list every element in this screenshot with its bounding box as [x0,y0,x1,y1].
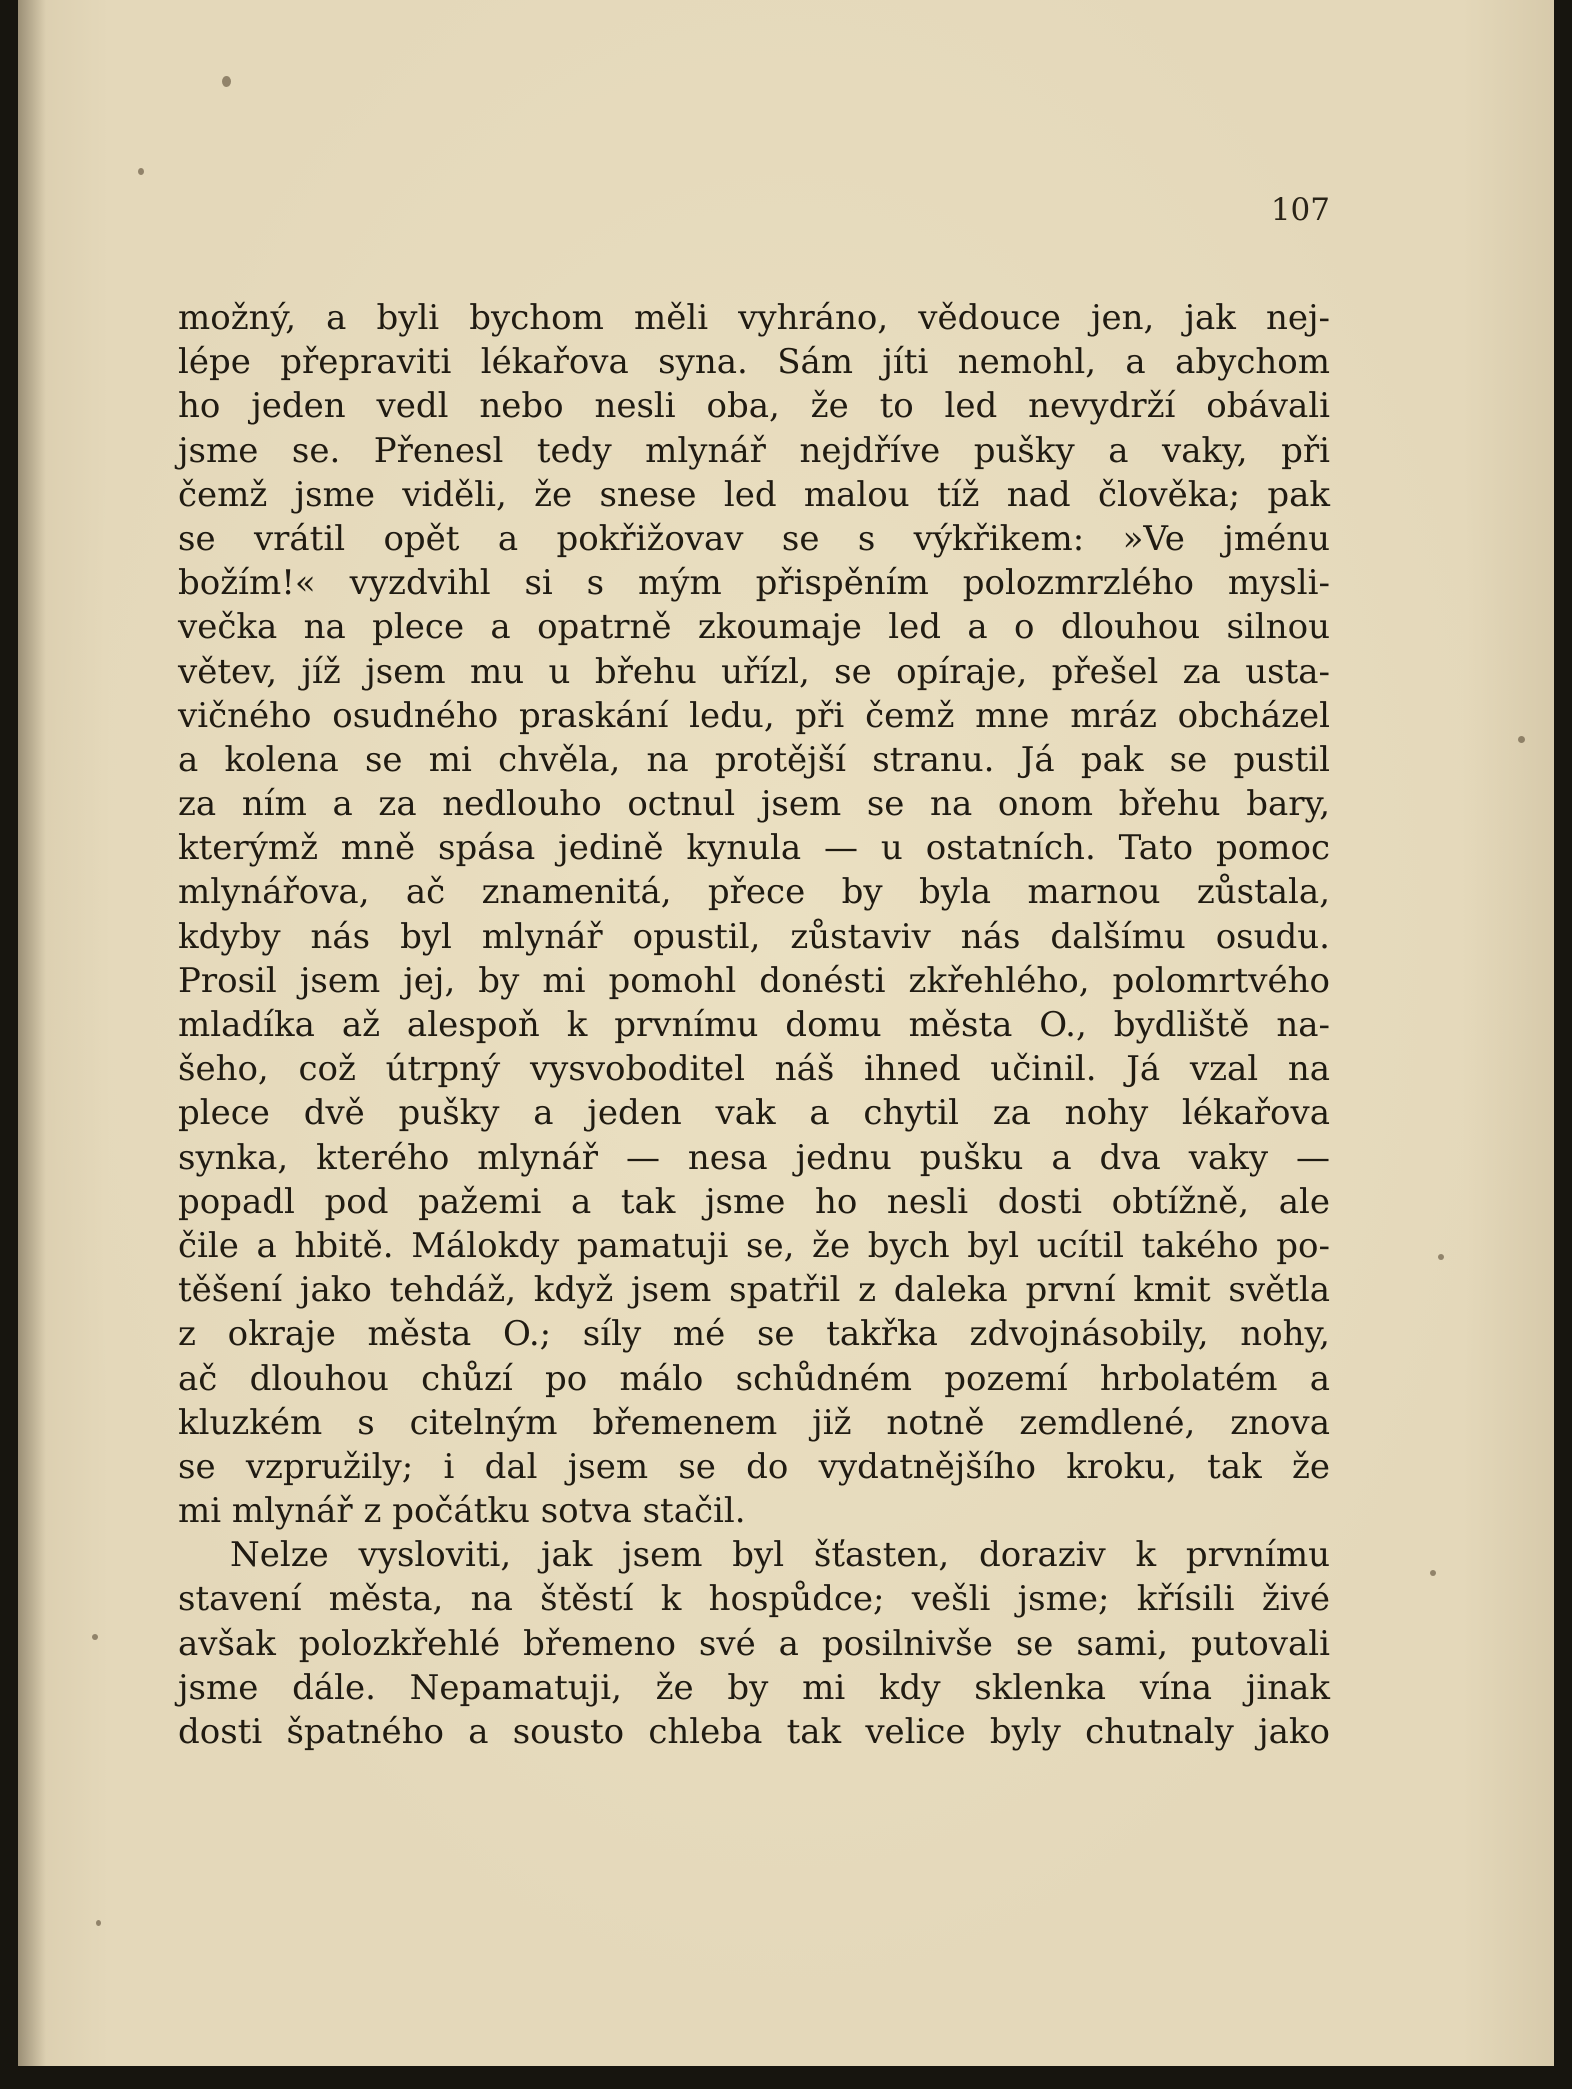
paper-speck [92,1634,98,1640]
paper-speck [1430,1570,1436,1576]
text-line: za ním a za nedlouho octnul jsem se na onom břehu bary, [178,784,1330,825]
page-number: 107 [1270,192,1330,228]
text-line: synka, kterého mlynář — nesa jednu pušku a dva vaky — [178,1137,1330,1178]
text-line: stavení města, na štěstí k hospůdce; vešli jsme; křísili živé [178,1579,1330,1620]
paper-speck [96,1920,101,1926]
spine-shadow [18,0,46,2066]
body-text [178,296,1330,1754]
text-line: ač dlouhou chůzí po málo schůdném pozemí hrbolatém a [178,1358,1330,1399]
text-line: a kolena se mi chvěla, na protější stranu. Já pak se pustil [178,739,1330,780]
text-line: se vzpružily; i dal jsem se do vydatnějšího kroku, tak že [178,1446,1330,1487]
text-line: avšak polozkřehlé břemeno své a posilnivše se sami, putovali [178,1623,1330,1664]
paper-speck [1438,1254,1444,1260]
text-line: mlynářova, ač znamenitá, přece by byla marnou zůstala, [178,872,1330,913]
text-line: mladíka až alespoň k prvnímu domu města O., bydliště na- [178,1005,1330,1045]
paper-speck [1518,736,1525,743]
text-line: popadl pod pažemi a tak jsme ho nesli dosti obtížně, ale [178,1181,1330,1222]
text-line: možný, a byli bychom měli vyhráno, vědouce jen, jak nej- [178,298,1330,338]
text-line: kluzkém s citelným břemenem již notně zemdlené, znova [178,1402,1330,1443]
text-line: těšení jako tehdáž, když jsem spatřil z daleka první kmit světla [178,1270,1330,1311]
text-line: čile a hbitě. Málokdy pamatuji se, že bych byl ucítil takého po- [178,1225,1330,1266]
text-line: Nelze vysloviti, jak jsem byl šťasten, doraziv k prvnímu [230,1535,1330,1576]
text-line: z okraje města O.; síly mé se takřka zdvojnásobily, nohy, [178,1314,1330,1355]
text-line: se vrátil opět a pokřižovav se s výkřikem: »Ve jménu [178,518,1330,559]
text-line: plece dvě pušky a jeden vak a chytil za nohy lékařova [178,1093,1330,1134]
text-line: kterýmž mně spása jedině kynula — u ostatních. Tato pomoc [178,828,1330,869]
text-line: jsme dále. Nepamatuji, že by mi kdy sklenka vína jinak [178,1667,1330,1708]
text-line: lépe přepraviti lékařova syna. Sám jíti nemohl, a abychom [178,342,1330,383]
paper-speck [222,76,231,87]
text-line: kdyby nás byl mlynář opustil, zůstaviv nás dalšímu osudu. [178,916,1330,957]
text-line: večka na plece a opatrně zkoumaje led a o dlouhou silnou [178,607,1330,648]
book-page [18,0,1554,2066]
paper-speck [138,168,144,175]
text-line: větev, jíž jsem mu u břehu uřízl, se opíraje, přešel za usta- [178,651,1330,692]
text-line: mi mlynář z počátku sotva stačil. [178,1491,746,1532]
text-line: dosti špatného a sousto chleba tak velice byly chutnaly jako [178,1712,1330,1752]
text-line: Prosil jsem jej, by mi pomohl donésti zkřehlého, polomrtvého [178,960,1330,1001]
text-line: jsme se. Přenesl tedy mlynář nejdříve pušky a vaky, při [178,430,1330,471]
text-line: ho jeden vedl nebo nesli oba, že to led nevydrží obávali [178,386,1330,427]
text-line: vičného osudného praskání ledu, při čemž mne mráz obcházel [178,695,1330,736]
text-line: šeho, což útrpný vysvoboditel náš ihned učinil. Já vzal na [178,1049,1330,1090]
text-line: čemž jsme viděli, že snese led malou tíž nad člověka; pak [178,474,1330,515]
text-line: božím!« vyzdvihl si s mým přispěním polozmrzlého mysli- [178,563,1330,604]
